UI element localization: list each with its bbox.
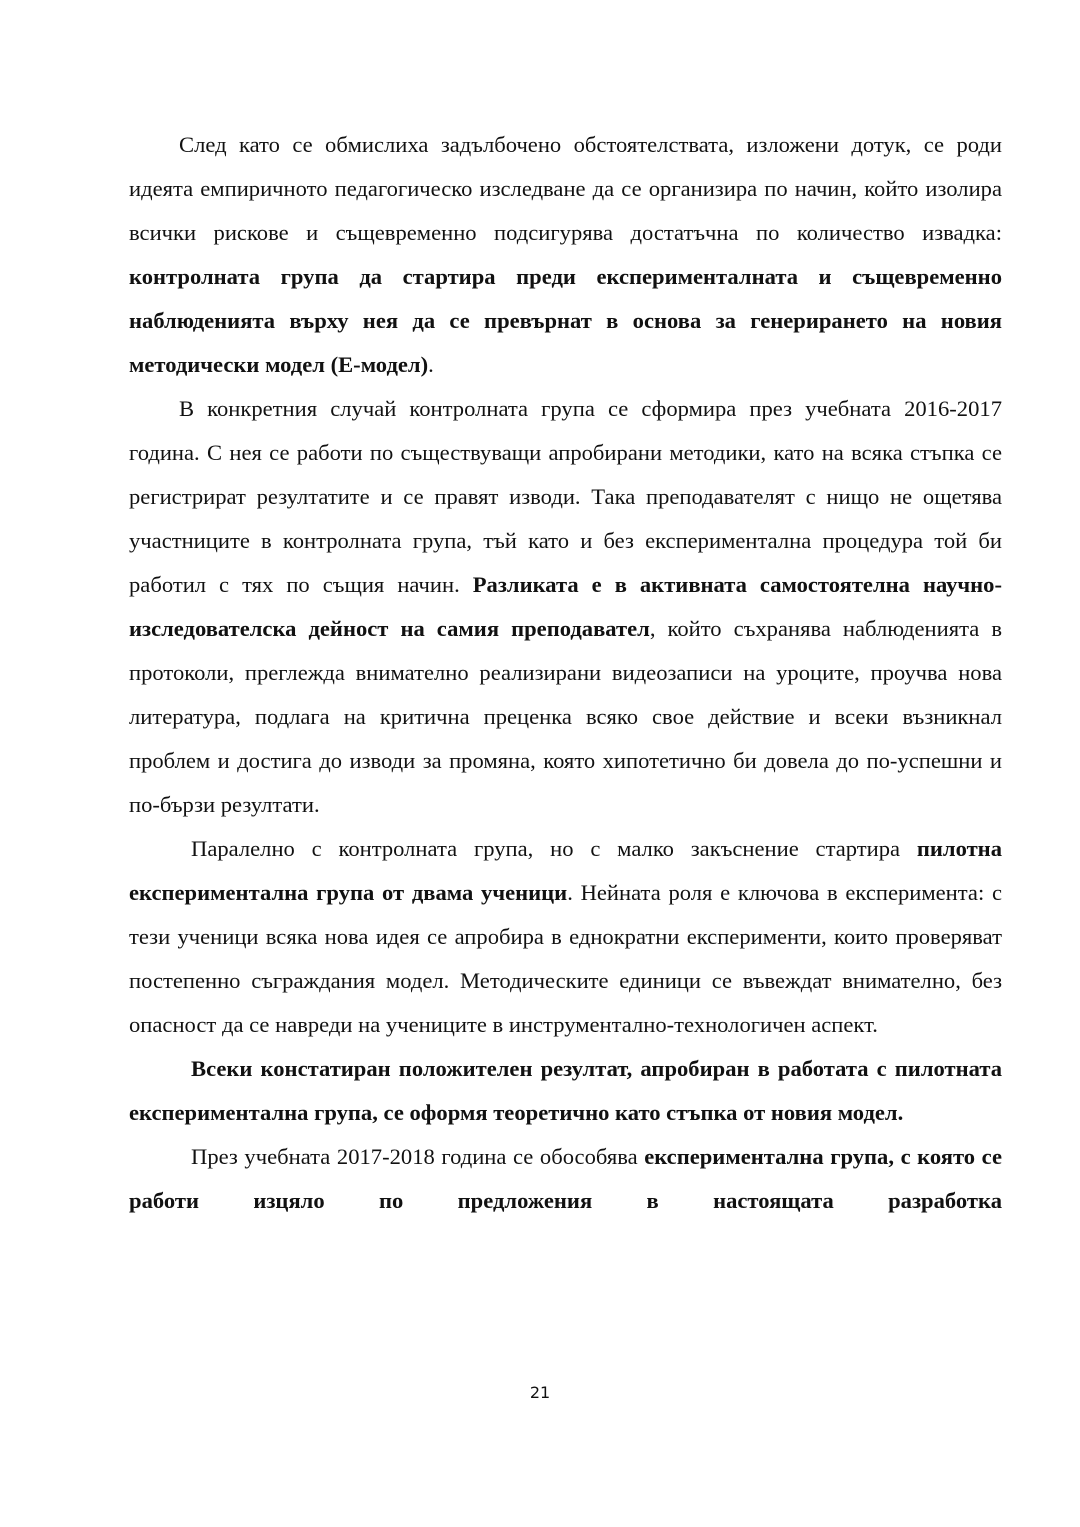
bold-text-run: Всеки констатиран положителен резултат, апробиран в работата с пилотната експериментална група, се оформя теоретично като стъпка от новия модел. xyxy=(129,1056,1002,1125)
bold-text-run: пилотна експериментална група от двама ученици xyxy=(129,836,1002,905)
paragraph-pilot-group xyxy=(129,827,1002,1047)
page-number: 21 xyxy=(529,1383,551,1402)
paragraph-positive-result xyxy=(129,1047,1002,1135)
paragraph-research-design xyxy=(129,123,1002,387)
text-run: Паралелно с контролната група, но с малко закъснение стартира xyxy=(191,836,917,861)
paragraph-experimental-group xyxy=(129,1135,1002,1223)
text-run: . xyxy=(428,352,434,377)
text-run: През учебната 2017-2018 година се обособява xyxy=(191,1144,645,1169)
text-run: В конкретния случай контролната група се сформира през учебната 2016-2017 година. С нея се работи по съществуващи апробирани методики, като на всяка стъпка се регистрират резултатите и се правят изводи. Така преподавателят с нищо не ощетява участниците в контролната група, тъй като и без експериментална процедура той би работил с тях по същия начин. xyxy=(129,396,1002,597)
bold-text-run: експериментална група, с която се работи изцяло по предложения в настоящата разработка xyxy=(129,1144,1002,1213)
text-run: . Нейната роля е ключова в експеримента: с тези ученици всяка нова идея се апробира в еднократни експерименти, които проверяват постепенно съграждания модел. Методическите единици се въвеждат внимателно, без опасност да се навреди на учениците в инструментално-технологичен аспект. xyxy=(129,880,1002,1037)
body-text xyxy=(129,123,1002,1223)
text-run: , който съхранява наблюденията в протоколи, преглежда внимателно реализирани видеозаписи на уроците, проучва нова литература, подлага на критична преценка всяко свое действие и всеки възникнал проблем и достига до изводи за промяна, която хипотетично би довела до по-успешни и по-бързи резултати. xyxy=(129,616,1002,817)
bold-text-run: контролната група да стартира преди експерименталната и същевременно наблюденията върху нея да се превърнат в основа за генерирането на новия методически модел (Е-модел) xyxy=(129,264,1002,377)
bold-text-run: Разликата е в активната самостоятелна научно-изследователска дейност на самия преподавател xyxy=(129,572,1002,641)
text-run: След като се обмислиха задълбочено обстоятелствата, изложени дотук, се роди идеята емпиричното педагогическо изследване да се организира по начин, който изолира всички рискове и същевременно подсигурява достатъчна по количество извадка: xyxy=(129,132,1002,245)
paragraph-control-group xyxy=(129,387,1002,827)
